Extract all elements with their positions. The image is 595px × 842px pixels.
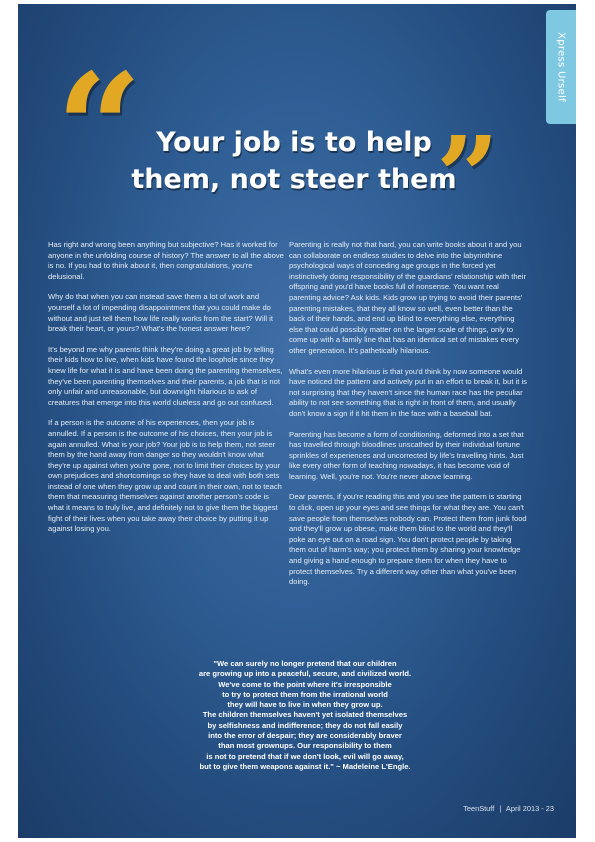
pull-quote-line: We've come to the point where it's irresponsible	[218, 679, 392, 689]
title-line-2: them, not steer them	[131, 164, 457, 195]
paragraph: Parenting has become a form of conditioning, deformed into a set that has travelled through bloodlines unscathed by their individual fortune sprinkles of experiences and uncorrected by life's travelling hints. Just like every other form of teaching nowadays, it has become void of learning. Well, you're not. You're never above learning.	[289, 429, 524, 481]
pull-quote-line: "We can surely no longer pretend that our children	[213, 659, 397, 668]
footer-separator: |	[499, 804, 502, 813]
title-line-1: Your job is to help	[156, 127, 432, 158]
article-column-left	[48, 240, 284, 545]
paragraph: What's even more hilarious is that you'd think by now someone would have noticed the pattern and actively put in an effort to break it, but it is not surprising that they haven't since the human race has the peculiar ability to not see something that is right in front of them, and usually don't know a sign if it hit them in the face with a baseball bat.	[289, 366, 527, 418]
paragraph: Parenting is really not that hard, you can write books about it and you can collaborate on endless studies to delve into the labyrinthine psychological ways of conceding age groups in the forced yet instinctively doing responsibility of the guardians' relationship with their offspring and you'd have books full of nonsense. You want real parenting advice? Ask kids. Kids grow up trying to avoid their parents' parenting mistakes, that they all know so well, even better than the back of their hands, and end up blind to everything else, everything else that could possibly matter on the larger scale of things, only to come up with a family line that has an identical set of mistakes every other generation. It's pathetically hilarious.	[289, 240, 526, 355]
pull-quote	[136, 659, 474, 772]
page-footer	[463, 804, 554, 813]
section-tab-label: Xpress Urself	[555, 32, 567, 102]
pull-quote-line: into the error of despair; they are considerably braver	[208, 731, 402, 741]
page-number: 23	[545, 804, 554, 813]
paragraph: Dear parents, if you're reading this and you see the pattern is starting to click, open up your eyes and see things for what they are. You can't save people from themselves nobody can. Protect them from junk food and they'll grow up obese, make them blind to the world and they'll poke an eye out on a road sign. You don't protect people by taking them out of harm's way; you protect them by sharing your knowledge and giving a hand enough to prepare them for when they have to protect themselves. Try a different way other than what you've been doing.	[289, 492, 527, 587]
open-quote-mark: “	[56, 41, 143, 217]
issue-date: April 2013	[505, 804, 540, 813]
magazine-page	[18, 4, 576, 838]
pull-quote-line: but to give them weapons against it." ~ Madeleine L'Engle.	[199, 761, 411, 771]
pull-quote-line: The children themselves haven't yet isolated themselves	[202, 710, 408, 720]
paragraph: If a person is the outcome of his experiences, then your job is annulled. If a person is the outcome of his choices, then your job is again annulled. What is your job? Your job is to help them, not steer them by the hand away from danger so they wouldn't know what they're up against when you're gone, not to limit their choices by your own prejudices and shortcomings so they have to deal with both sets instead of one when they grow up and count in their own, not to teach them that measuring themselves against another person's code is what it means to truly live, and definitely not to give them the biggest fight of their lives when you take away their choice by putting it up against losing you.	[48, 418, 282, 534]
section-tab	[546, 10, 576, 124]
pull-quote-line: to try to protect them from the irrational world	[222, 689, 388, 699]
paragraph: It's beyond me why parents think they're doing a great job by telling their kids how to live, when kids have found the loophole since they knew life for what it is and have been doing the parenting themselves, they've been parenting themselves and their parents, a job that is not only unfair and unreasonable, but downright hilarious to ask of creatures that emerge into this world clueless and go out confused.	[48, 344, 283, 407]
pull-quote-line: by selfishness and indifference; they do not fall easily	[207, 720, 403, 730]
footer-dash: -	[541, 804, 546, 813]
paragraph: Why do that when you can instead save them a lot of work and yourself a lot of impending disappointment that you could make do without and just tell them how life really works from the start? Will it break their heart, or yours? What's the honest answer here?	[48, 292, 273, 334]
pull-quote-line: is not to pretend that if we don't look, evil will go away,	[206, 751, 404, 761]
publication-name: TeenStuff	[463, 804, 495, 813]
page-title	[114, 124, 474, 198]
pull-quote-line: than most grownups. Our responsibility to them	[218, 741, 392, 751]
paragraph: Has right and wrong been anything but subjective? Has it worked for anyone in the unfolding course of history? The answer to all the above is no. If you had to think about it, then congratulations, you're delusional.	[48, 240, 284, 281]
pull-quote-line: are growing up into a peaceful, secure, and civilized world.	[198, 669, 412, 679]
close-quote-mark: ”	[436, 112, 500, 241]
pull-quote-line: they will have to live in when they grow up.	[227, 700, 383, 710]
article-column-right	[289, 240, 529, 598]
